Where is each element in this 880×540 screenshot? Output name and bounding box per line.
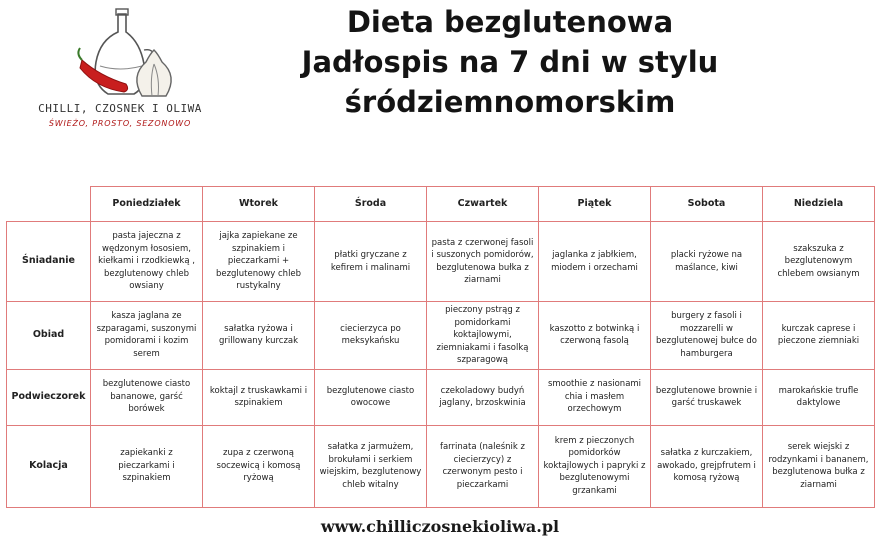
meal-cell: krem z pieczonych pomidorków koktajlowych i papryki z bezglutenowymi grzankami	[539, 425, 651, 507]
meal-cell: zupa z czerwoną soczewicą i komosą ryżową	[203, 425, 315, 507]
meal-cell: bezglutenowe ciasto owocowe	[315, 369, 427, 425]
day-header: Czwartek	[427, 187, 539, 222]
meal-cell: sałatka z kurczakiem, awokado, grejpfrutem i komosą ryżową	[651, 425, 763, 507]
day-header: Sobota	[651, 187, 763, 222]
meal-cell: kurczak caprese i pieczone ziemniaki	[763, 302, 875, 370]
meal-cell: sałatka z jarmużem, brokułami i serkiem wiejskim, bezglutenowy chleb witalny	[315, 425, 427, 507]
day-header: Środa	[315, 187, 427, 222]
meal-cell: szakszuka z bezglutenowym chlebem owsianym	[763, 222, 875, 302]
table-header-row	[7, 187, 875, 222]
meal-cell: ciecierzyca po meksykańsku	[315, 302, 427, 370]
title-line-2: Jadłospis na 7 dni w stylu	[301, 45, 719, 79]
meal-cell: farrinata (naleśnik z ciecierzycy) z czerwonym pesto i pieczarkami	[427, 425, 539, 507]
meal-cell: pieczony pstrąg z pomidorkami koktajlowymi, ziemniakami i fasolką szparagową	[427, 302, 539, 370]
day-header: Niedziela	[763, 187, 875, 222]
meal-cell: pasta jajeczna z wędzonym łososiem, kiełkami i rzodkiewką , bezglutenowy chleb owsiany	[91, 222, 203, 302]
meal-plan-table	[6, 186, 875, 508]
meal-label: Obiad	[7, 302, 91, 370]
table-row	[7, 369, 875, 425]
meal-label: Podwieczorek	[7, 369, 91, 425]
meal-cell: kasza jaglana ze szparagami, suszonymi pomidorami i kozim serem	[91, 302, 203, 370]
title-line-1: Dieta bezglutenowa	[346, 5, 674, 39]
day-header: Poniedziałek	[91, 187, 203, 222]
day-header: Piątek	[539, 187, 651, 222]
meal-cell: serek wiejski z rodzynkami i bananem, bezglutenowa bułka z ziarnami	[763, 425, 875, 507]
meal-cell: bezglutenowe brownie i garść truskawek	[651, 369, 763, 425]
table-row	[7, 302, 875, 370]
day-header: Wtorek	[203, 187, 315, 222]
title-line-3: śródziemnomorskim	[344, 85, 676, 119]
site-logo	[30, 6, 210, 136]
meal-cell: pasta z czerwonej fasoli i suszonych pomidorów, bezglutenowa bułka z ziarnami	[427, 222, 539, 302]
meal-cell: sałatka ryżowa i grillowany kurczak	[203, 302, 315, 370]
table-row	[7, 222, 875, 302]
logo-name: CHILLI, CZOSNEK I OLIWA	[38, 102, 202, 115]
logo-tagline: ŚWIEŻO, PROSTO, SEZONOWO	[48, 119, 192, 128]
meal-cell: płatki gryczane z kefirem i malinami	[315, 222, 427, 302]
table-row	[7, 425, 875, 507]
meal-cell: koktajl z truskawkami i szpinakiem	[203, 369, 315, 425]
meal-cell: burgery z fasoli i mozzarelli w bezglutenowej bułce do hamburgera	[651, 302, 763, 370]
meal-cell: marokańskie trufle daktylowe	[763, 369, 875, 425]
meal-cell: jajka zapiekane ze szpinakiem i pieczarkami + bezglutenowy chleb rustykalny	[203, 222, 315, 302]
meal-cell: jaglanka z jabłkiem, miodem i orzechami	[539, 222, 651, 302]
meal-cell: smoothie z nasionami chia i masłem orzechowym	[539, 369, 651, 425]
meal-cell: czekoladowy budyń jaglany, brzoskwinia	[427, 369, 539, 425]
meal-cell: zapiekanki z pieczarkami i szpinakiem	[91, 425, 203, 507]
meal-cell: bezglutenowe ciasto bananowe, garść borówek	[91, 369, 203, 425]
table-corner-cell	[7, 187, 91, 222]
meal-label: Kolacja	[7, 425, 91, 507]
meal-label: Śniadanie	[7, 222, 91, 302]
page-title	[290, 2, 730, 122]
chilli-garlic-oil-bottle-logo-icon	[30, 6, 210, 106]
meal-cell: kaszotto z botwinką i czerwoną fasolą	[539, 302, 651, 370]
meal-cell: placki ryżowe na maślance, kiwi	[651, 222, 763, 302]
website-link[interactable]: www.chilliczosnekioliwa.pl	[320, 517, 560, 536]
